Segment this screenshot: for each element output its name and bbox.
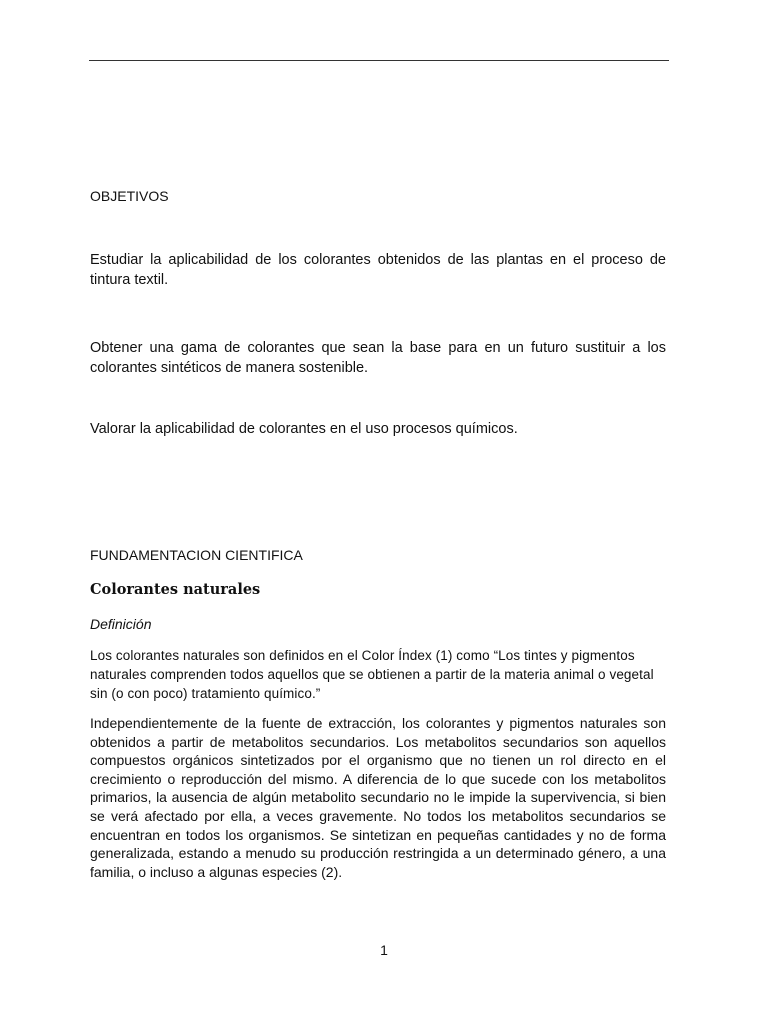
definition-label: Definición — [90, 616, 152, 632]
natural-dyes-subheading: Colorantes naturales — [90, 581, 261, 598]
metabolites-paragraph: Independientemente de la fuente de extracción, los colorantes y pigmentos naturales son obtenidos a partir de metabolitos secundarios. Los metabolitos secundarios son aquellos compuestos orgánicos sintetizados por el organismo que no tienen un rol directo en el crecimiento o reproducción del mismo. A diferencia de lo que sucede con los metabolitos primarios, la ausencia de algún metabolito secundario no le impide la supervivencia, si bien se verá afectado por ella, a veces gravemente. No todos los metabolitos secundarios se encuentran en todos los organismos. Se sintetizan en pequeñas cantidades y no de forma generalizada, estando a menudo su producción restringida a un determinado género, a una familia, o incluso a algunas especies (2). — [90, 715, 666, 880]
header-rule — [89, 60, 669, 61]
objective-item-2: Obtener una gama de colorantes que sean la base para en un futuro sustituir a los colorantes sintéticos de manera sostenible. — [90, 340, 666, 376]
definition-quote: Los colorantes naturales son definidos en el Color Índex (1) como “Los tintes y pigmentos naturales comprenden todos aquellos que se obtienen a partir de la materia animal o vegetal sin (o con poco) tratamiento químico.” — [90, 648, 654, 701]
objective-item-1: Estudiar la aplicabilidad de los colorantes obtenidos de las plantas en el proceso de tintura textil. — [90, 252, 666, 288]
foundation-heading: FUNDAMENTACION CIENTIFICA — [90, 547, 303, 563]
objective-item-3: Valorar la aplicabilidad de colorantes en el uso procesos químicos. — [90, 421, 518, 437]
page-number: 1 — [380, 942, 388, 958]
objectives-heading: OBJETIVOS — [90, 188, 169, 204]
